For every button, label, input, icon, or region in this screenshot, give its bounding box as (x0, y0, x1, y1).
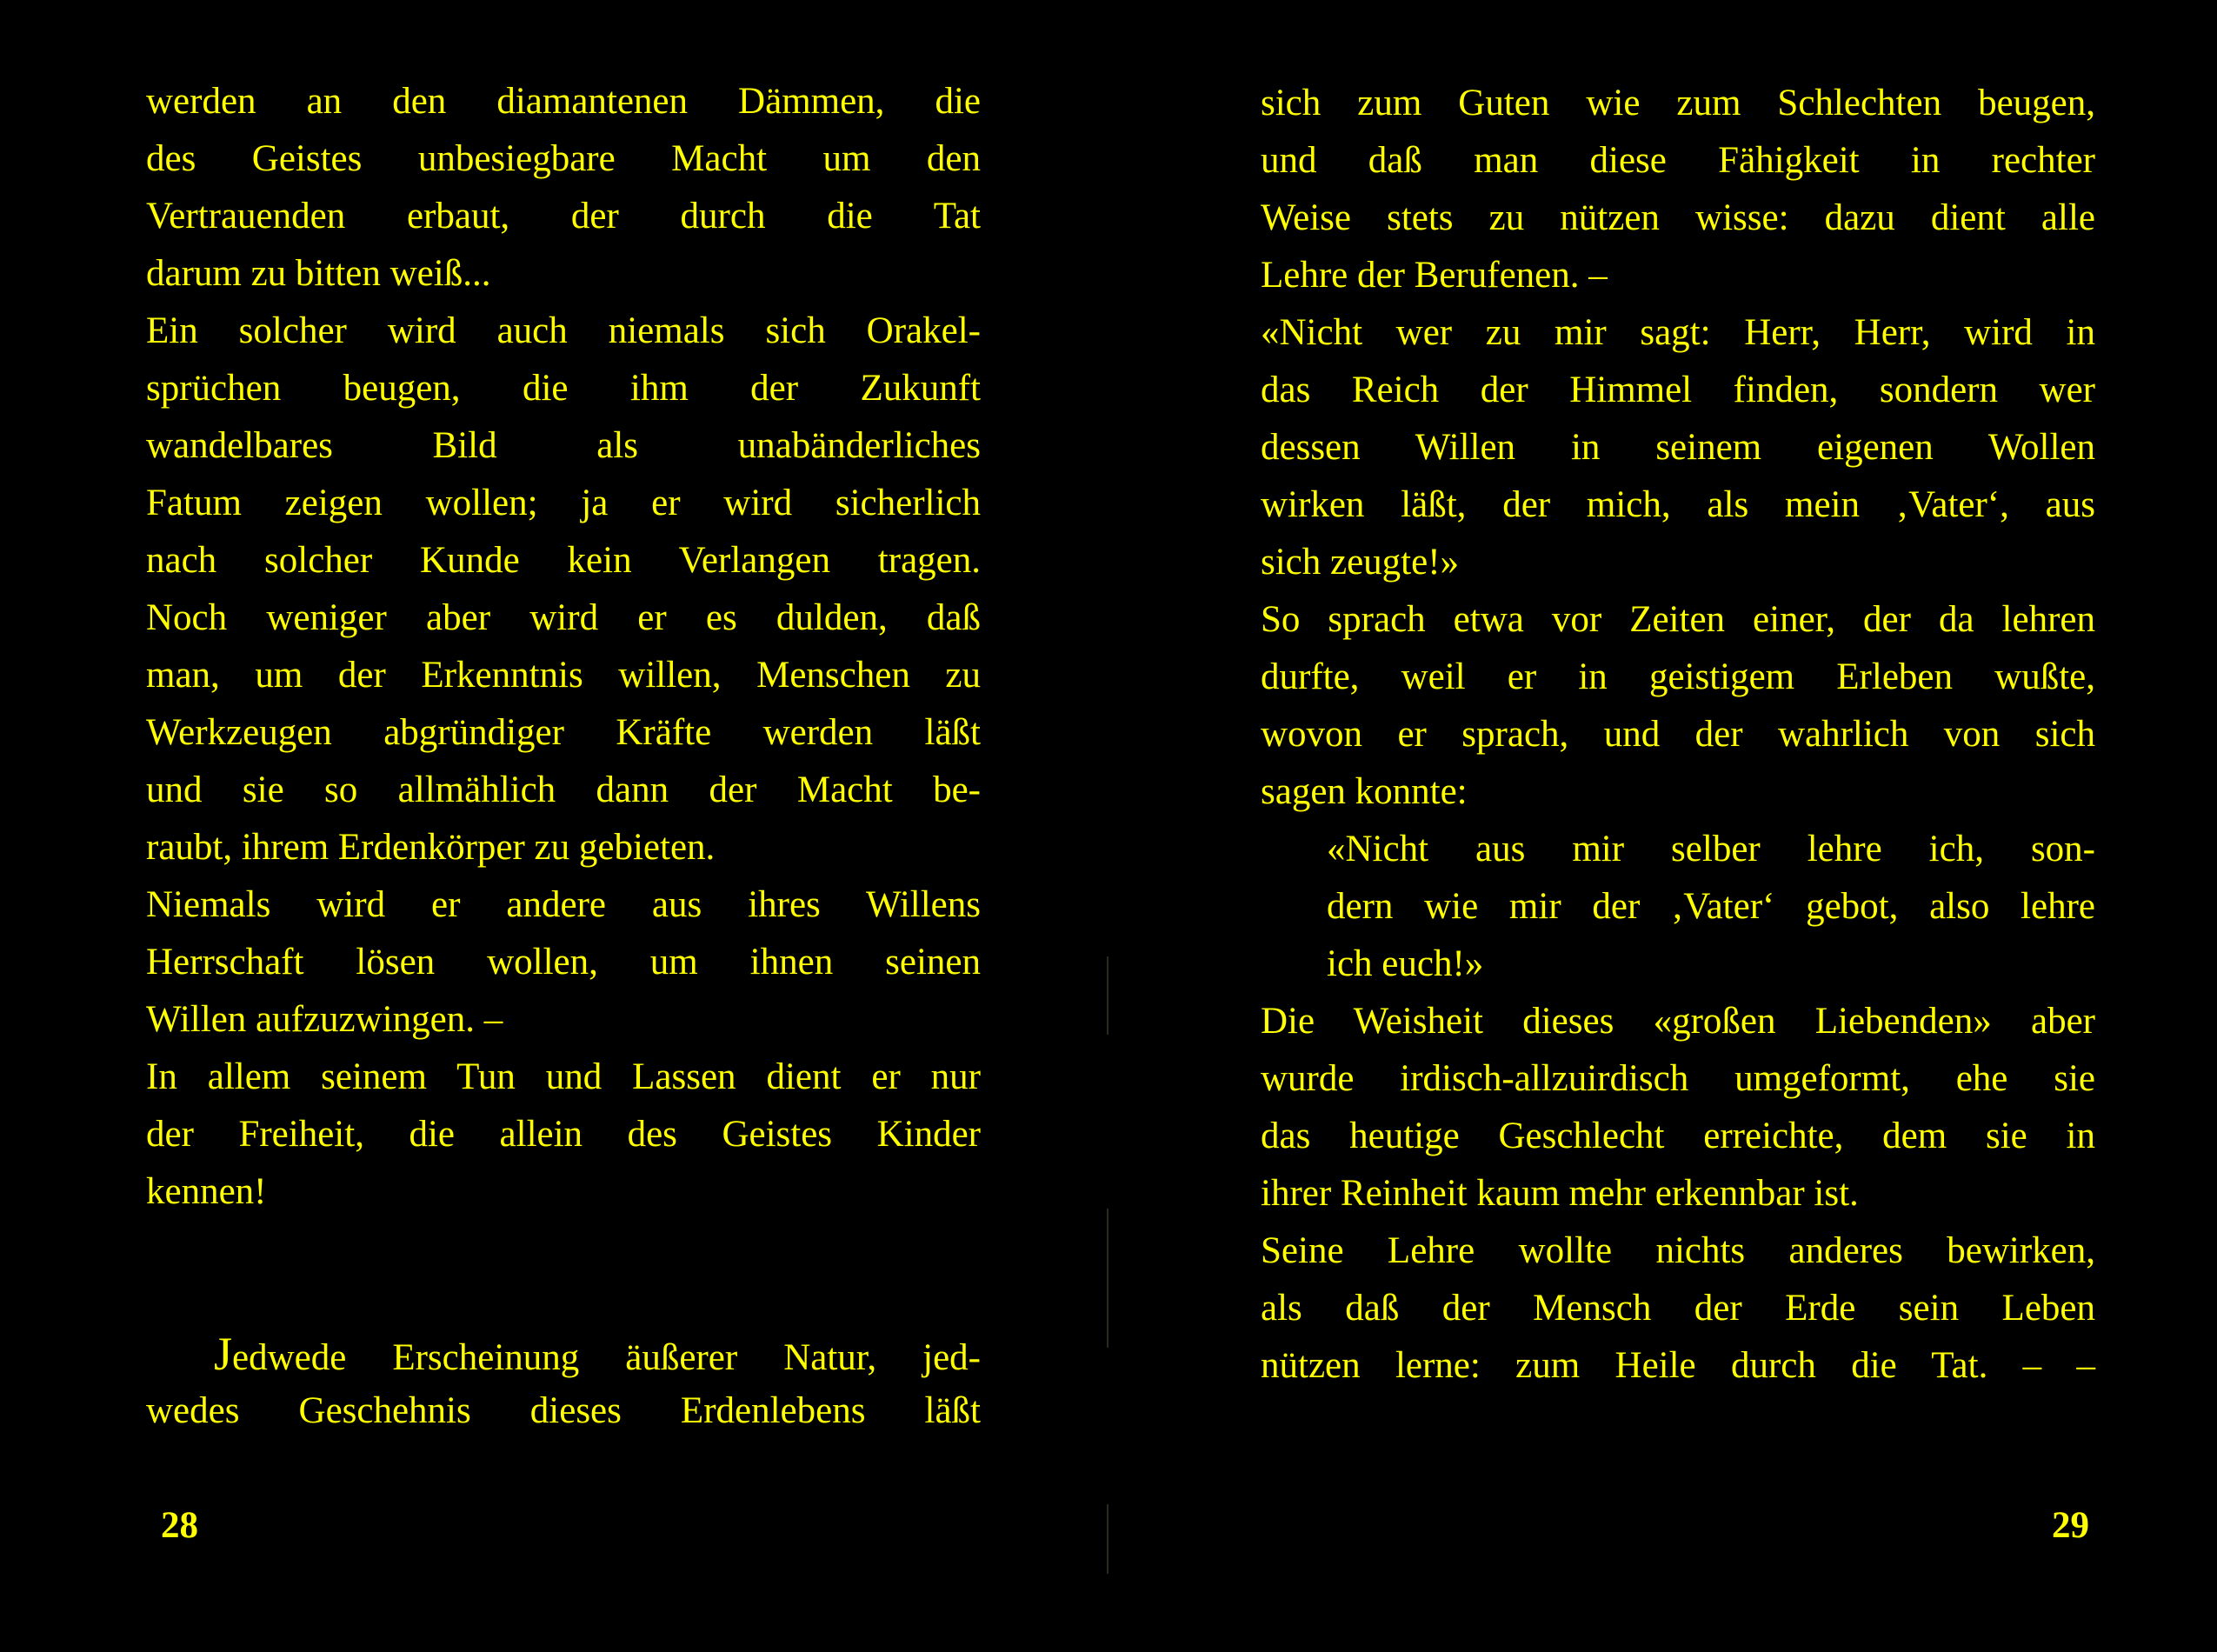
text-line: In allem seinem Tun und Lassen dient er nur (146, 1056, 981, 1097)
text-line: sprüchen beugen, die ihm der Zukunft (146, 368, 981, 409)
text-line: und daß man diese Fähigkeit in rechter (1261, 140, 2095, 181)
text-line: wedes Geschehnis dieses Erdenlebens läßt (146, 1390, 981, 1431)
text-line: raubt, ihrem Erdenkörper zu gebieten. (146, 827, 716, 868)
text-line: als daß der Mensch der Erde sein Leben (1261, 1288, 2095, 1329)
text-line (146, 1325, 981, 1382)
text-line: das heutige Geschlecht erreichte, dem sie in (1261, 1116, 2095, 1156)
text-line: Seine Lehre wollte nichts anderes bewirken, (1261, 1230, 2095, 1271)
text-line: wirken läßt, der mich, als mein ‚Vater‘, aus (1261, 484, 2095, 525)
text-line: wovon er sprach, und der wahrlich von sich (1261, 714, 2095, 755)
drop-cap: J (214, 1328, 233, 1380)
text-line: Weise stets zu nützen wisse: dazu dient alle (1261, 197, 2095, 238)
text-line: des Geistes unbesiegbare Macht um den (146, 138, 981, 179)
text-line: sich zeugte!» (1261, 542, 1460, 583)
text-line: man, um der Erkenntnis willen, Menschen zu (146, 655, 981, 696)
left-page (0, 0, 1100, 1652)
text-line: Fatum zeigen wollen; ja er wird sicherlich (146, 483, 981, 523)
text-line: kennen! (146, 1171, 267, 1212)
text-line: nützen lerne: zum Heile durch die Tat. – – (1261, 1345, 2095, 1386)
text-line: Werkzeugen abgründiger Kräfte werden läßt (146, 712, 981, 753)
text-line: ihrer Reinheit kaum mehr erkennbar ist. (1261, 1173, 1859, 1214)
quote-line: ich euch!» (1327, 943, 1484, 984)
text-line: Niemals wird er andere aus ihres Willens (146, 884, 981, 925)
text-line: der Freiheit, die allein des Geistes Kinder (146, 1114, 981, 1155)
text-line: Lehre der Berufenen. – (1261, 255, 1608, 296)
gutter-mark (1107, 1504, 1108, 1574)
text-line: Willen aufzuzwingen. – (146, 999, 503, 1040)
text-line: So sprach etwa vor Zeiten einer, der da lehren (1261, 599, 2095, 640)
right-page-text (1261, 75, 2095, 1395)
text-line: Die Weisheit dieses «großen Liebenden» aber (1261, 1001, 2095, 1042)
quote-line: dern wie mir der ‚Vater‘ gebot, also lehre (1327, 886, 2095, 927)
text-line: nach solcher Kunde kein Verlangen tragen. (146, 540, 981, 581)
text-line: werden an den diamantenen Dämmen, die (146, 81, 981, 122)
text-line: das Reich der Himmel finden, sondern wer (1261, 370, 2095, 410)
left-page-text (146, 73, 981, 1440)
text-line: wurde irdisch-allzuirdisch umgeformt, ehe sie (1261, 1058, 2095, 1099)
text-line: und sie so allmählich dann der Macht be- (146, 769, 981, 810)
text-line: Ein solcher wird auch niemals sich Orakel- (146, 310, 981, 351)
text-line: dessen Willen in seinem eigenen Wollen (1261, 427, 2095, 468)
text-line: Noch weniger aber wird er es dulden, daß (146, 597, 981, 638)
quote-line: «Nicht aus mir selber lehre ich, son- (1327, 829, 2095, 869)
page-number-left: 28 (161, 1505, 198, 1546)
text-line: Vertrauenden erbaut, der durch die Tat (146, 196, 981, 236)
gutter-mark (1107, 956, 1108, 1035)
text-line: «Nicht wer zu mir sagt: Herr, Herr, wird in (1261, 312, 2095, 353)
text-line: Herrschaft lösen wollen, um ihnen seinen (146, 942, 981, 983)
text-line-rest: edwede Erscheinung äußerer Natur, jed- (232, 1337, 981, 1378)
page-number-right: 29 (2052, 1505, 2089, 1546)
text-line: durfte, weil er in geistigem Erleben wußte, (1261, 656, 2095, 697)
right-page (1117, 0, 2217, 1652)
text-line: wandelbares Bild als unabänderliches (146, 425, 981, 466)
paragraph-spacer (146, 1221, 981, 1325)
text-line: sagen konnte: (1261, 771, 1468, 812)
text-line: sich zum Guten wie zum Schlechten beugen, (1261, 83, 2095, 123)
text-line: darum zu bitten weiß... (146, 253, 491, 294)
gutter-mark (1107, 1209, 1108, 1348)
